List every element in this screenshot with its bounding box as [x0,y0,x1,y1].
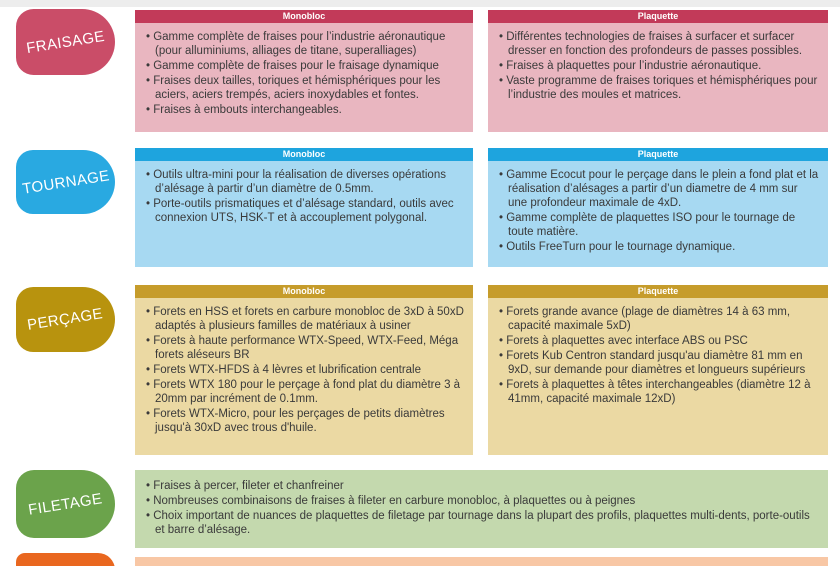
bullet-item: • Choix important de nuances de plaquettes de filetage par tournage dans la plupart des profils, plaquettes multi-dents, porte-outils et barre d’alésage. [146,510,810,536]
bullet-item: • Forets à haute performance WTX-Speed, WTX-Feed, Méga forets aléseurs BR [146,335,459,361]
bullet-item: • Forets WTX-Micro, pour les perçages de petits diamètres jusqu'à 30xD avec trous d'huile. [146,408,445,434]
filetage-panel [135,470,828,548]
bullet-item: • Vaste programme de fraises toriques et hémisphériques pour l’industrie des moules et matrices. [499,75,818,101]
bullet-item: • Fraises à embouts interchangeables. [146,104,342,116]
bullet-item: • Forets Kub Centron standard jusqu'au diamètre 81 mm en 9xD, sur demande pour diamètres et longueurs supérieurs [499,350,806,376]
category-label-filetage [16,470,115,538]
category-label-text: PERÇAGE [26,305,105,334]
category-label-text: FILETAGE [27,489,104,519]
tournage-monobloc-panel [135,148,473,267]
panel-body [135,298,473,442]
panel-body [135,161,473,232]
percage-plaquette-panel [488,285,828,455]
bullet-item: • Gamme Ecocut pour le perçage dans le plein a fond plat et la réalisation d’alésages a partir d’un diametre de 4 mm sur une profondeur maximale de 4xD. [499,169,819,209]
bullet-item: • Gamme complète de fraises pour l’industrie aéronautique (pour alluminiums, alliages de titane, superalliages) [146,31,446,57]
bullet-item: • Outils ultra-mini pour la réalisation de diverses opérations d’alésage à partir d’un diamètre de 0.5mm. [146,169,446,195]
panel-body [488,23,828,109]
bullet-item: • Gamme complète de fraises pour le fraisage dynamique [146,60,439,72]
bullet-item: • Fraises deux tailles, toriques et hémisphériques pour les aciers, aciers trempés, aciers inoxydables et fontes. [146,75,441,101]
bullet-item: • Forets WTX-HFDS à 4 lèvres et lubrification centrale [146,364,422,376]
panel-header-monobloc: Monobloc [135,10,473,23]
bullet-item: • Forets à plaquettes à têtes interchangeables (diamètre 12 à 41mm, capacité maximale 12xD) [499,379,811,405]
category-label-percage [16,287,115,352]
fraisage-plaquette-panel [488,10,828,132]
tournage-plaquette-panel [488,148,828,267]
bottom-partial-panel [135,557,828,566]
bullet-item: • Forets en HSS et forets en carbure monobloc de 3xD à 50xD adaptés à plusieurs familles de matériaux à usiner [146,306,464,332]
bullet-item: • Fraises à plaquettes pour l’industrie aéronautique. [499,60,762,72]
bullet-item: • Nombreuses combinaisons de fraises à fileter en carbure monobloc, à plaquettes ou à peignes [146,495,636,507]
panel-header-plaquette: Plaquette [488,148,828,161]
panel-header-plaquette: Plaquette [488,10,828,23]
category-label-text: TOURNAGE [20,166,111,198]
percage-monobloc-panel [135,285,473,455]
bullet-item: • Forets à plaquettes avec interface ABS ou PSC [499,335,748,347]
panel-body [488,161,828,261]
bullet-item: • Gamme complète de plaquettes ISO pour le tournage de toute matière. [499,212,796,238]
panel-header-plaquette: Plaquette [488,285,828,298]
category-label-bottom-partial [16,553,115,566]
category-label-tournage [16,150,115,214]
bullet-item: • Différentes technologies de fraises à surfacer et surfacer dresser en fonction des profondeurs de passes possibles. [499,31,803,57]
panel-body [488,298,828,413]
panel-body [135,23,473,124]
bullet-item: • Fraises à percer, fileter et chanfreiner [146,480,344,492]
page-top-strip [0,0,840,7]
fraisage-monobloc-panel [135,10,473,132]
category-label-text: FRAISAGE [25,27,106,57]
bullet-item: • Forets WTX 180 pour le perçage à fond plat du diamètre 3 à 20mm par incrément de 0.1mm. [146,379,461,405]
panel-header-monobloc: Monobloc [135,148,473,161]
bullet-item: • Forets grande avance (plage de diamètres 14 à 63 mm, capacité maximale 5xD) [499,306,791,332]
category-label-fraisage [16,9,115,75]
panel-header-monobloc: Monobloc [135,285,473,298]
bullet-item: • Porte-outils prismatiques et d’alésage standard, outils avec connexion UTS, HSK-T et à accouplement polygonal. [146,198,454,224]
bullet-item: • Outils FreeTurn pour le tournage dynamique. [499,241,736,253]
panel-body [135,470,828,544]
